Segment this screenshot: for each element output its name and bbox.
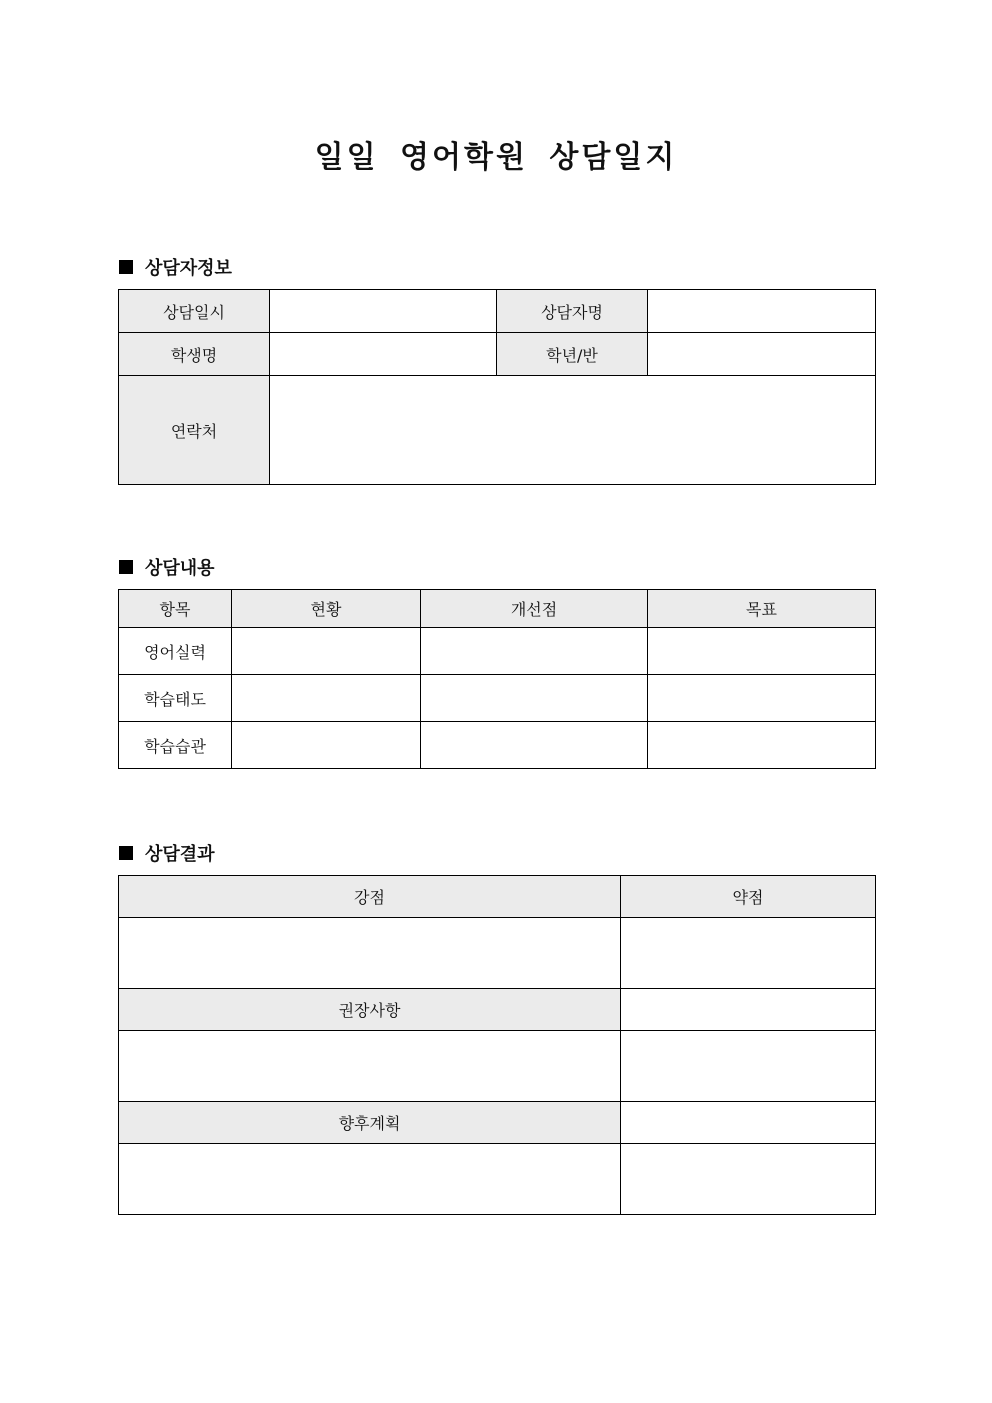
field-future-plan[interactable] [119, 1144, 621, 1215]
section-heading-result-label: 상담결과 [145, 844, 215, 865]
column-header-status: 현황 [232, 590, 421, 628]
label-counsel-date: 상담일시 [119, 290, 270, 333]
table-row [119, 628, 876, 675]
table-row [119, 290, 876, 333]
table-row [119, 918, 876, 989]
field-grade-class[interactable] [648, 333, 876, 376]
field-study-habit-goal[interactable] [648, 722, 876, 769]
table-row [119, 675, 876, 722]
field-english-skill-goal[interactable] [648, 628, 876, 675]
column-header-goal: 목표 [648, 590, 876, 628]
field-weaknesses[interactable] [621, 918, 876, 989]
field-future-plan-side-header[interactable] [621, 1102, 876, 1144]
field-counselor-name[interactable] [648, 290, 876, 333]
field-counsel-date[interactable] [270, 290, 497, 333]
field-study-attitude-improvement[interactable] [421, 675, 648, 722]
field-recommendations-side-header[interactable] [621, 989, 876, 1031]
field-english-skill-status[interactable] [232, 628, 421, 675]
section-heading-content [119, 554, 215, 580]
field-english-skill-improvement[interactable] [421, 628, 648, 675]
label-recommendations: 권장사항 [119, 989, 621, 1031]
table-row [119, 376, 876, 485]
label-future-plan: 향후계획 [119, 1102, 621, 1144]
field-future-plan-side[interactable] [621, 1144, 876, 1215]
table-header-row [119, 876, 876, 918]
column-header-item: 항목 [119, 590, 232, 628]
square-bullet-icon [119, 846, 133, 860]
label-counselor-name: 상담자명 [497, 290, 648, 333]
field-study-attitude-goal[interactable] [648, 675, 876, 722]
section-heading-info-label: 상담자정보 [145, 258, 232, 279]
section-heading-info [119, 254, 232, 280]
counsel-result-table [118, 875, 876, 1215]
counsel-content-table [118, 589, 876, 769]
label-student-name: 학생명 [119, 333, 270, 376]
field-study-habit-status[interactable] [232, 722, 421, 769]
counselor-info-table [118, 289, 876, 485]
field-contact[interactable] [270, 376, 876, 485]
label-contact: 연락처 [119, 376, 270, 485]
table-header-row [119, 989, 876, 1031]
label-strengths: 강점 [119, 876, 621, 918]
row-label-study-habit: 학습습관 [119, 722, 232, 769]
label-weaknesses: 약점 [621, 876, 876, 918]
page-title: 일일 영어학원 상담일지 [314, 140, 678, 175]
field-study-attitude-status[interactable] [232, 675, 421, 722]
label-grade-class: 학년/반 [497, 333, 648, 376]
field-study-habit-improvement[interactable] [421, 722, 648, 769]
square-bullet-icon [119, 260, 133, 274]
table-row [119, 1144, 876, 1215]
table-header-row [119, 590, 876, 628]
field-student-name[interactable] [270, 333, 497, 376]
table-row [119, 1031, 876, 1102]
section-heading-result [119, 840, 215, 866]
row-label-english-skill: 영어실력 [119, 628, 232, 675]
field-recommendations-side[interactable] [621, 1031, 876, 1102]
field-strengths[interactable] [119, 918, 621, 989]
row-label-study-attitude: 학습태도 [119, 675, 232, 722]
field-recommendations[interactable] [119, 1031, 621, 1102]
table-row [119, 722, 876, 769]
table-row [119, 333, 876, 376]
column-header-improvement: 개선점 [421, 590, 648, 628]
square-bullet-icon [119, 560, 133, 574]
section-heading-content-label: 상담내용 [145, 558, 215, 579]
table-header-row [119, 1102, 876, 1144]
